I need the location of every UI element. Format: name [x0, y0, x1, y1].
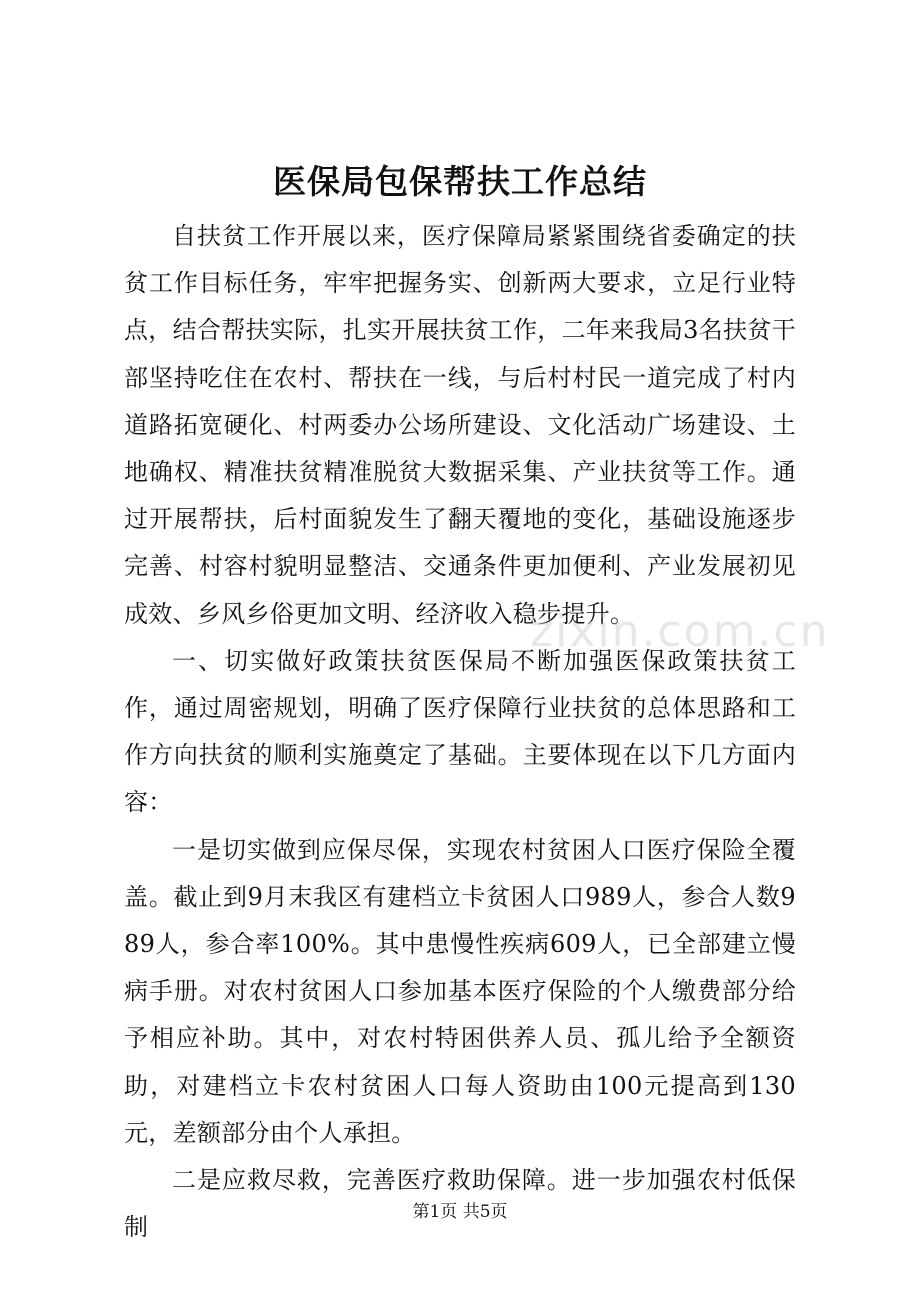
document-body — [124, 213, 796, 1251]
document-title: 医保局包保帮扶工作总结 — [273, 162, 647, 201]
paragraph-point-one: 一是切实做到应保尽保，实现农村贫困人口医疗保险全覆盖。截止到9月末我区有建档立卡贫困人口989人，参合人数989人，参合率100%。其中患慢性疾病609人，已全部建立慢病手册。对农村贫困人口参加基本医疗保险的个人缴费部分给予相应补助。其中，对农村特困供养人员、孤儿给予全额资助，对建档立卡农村贫困人口每人资助由100元提高到130元，差额部分由个人承担。 — [124, 835, 796, 1147]
paragraph-section-one: 一、切实做好政策扶贫医保局不断加强医保政策扶贫工作，通过周密规划，明确了医疗保障行业扶贫的总体思路和工作方向扶贫的顺利实施奠定了基础。主要体现在以下几方面内容： — [124, 646, 796, 817]
paragraph-point-two: 二是应救尽救，完善医疗救助保障。进一步加强农村低保制 — [124, 1166, 796, 1242]
watermark: zixin.com.cn — [530, 606, 830, 657]
paragraph-intro: 自扶贫工作开展以来，医疗保障局紧紧围绕省委确定的扶贫工作目标任务，牢牢把握务实、创新两大要求，立足行业特点，结合帮扶实际，扎实开展扶贫工作，二年来我局3名扶贫干部坚持吃住在农村、帮扶在一线，与后村村民一道完成了村内道路拓宽硬化、村两委办公场所建设、文化活动广场建设、土地确权、精准扶贫精准脱贫大数据采集、产业扶贫等工作。通过开展帮扶，后村面貌发生了翻天覆地的变化，基础设施逐步完善、村容村貌明显整洁、交通条件更加便利、产业发展初见成效、乡风乡俗更加文明、经济收入稳步提升。 — [124, 222, 796, 628]
page-footer: 第1页 共5页 — [412, 1202, 508, 1222]
